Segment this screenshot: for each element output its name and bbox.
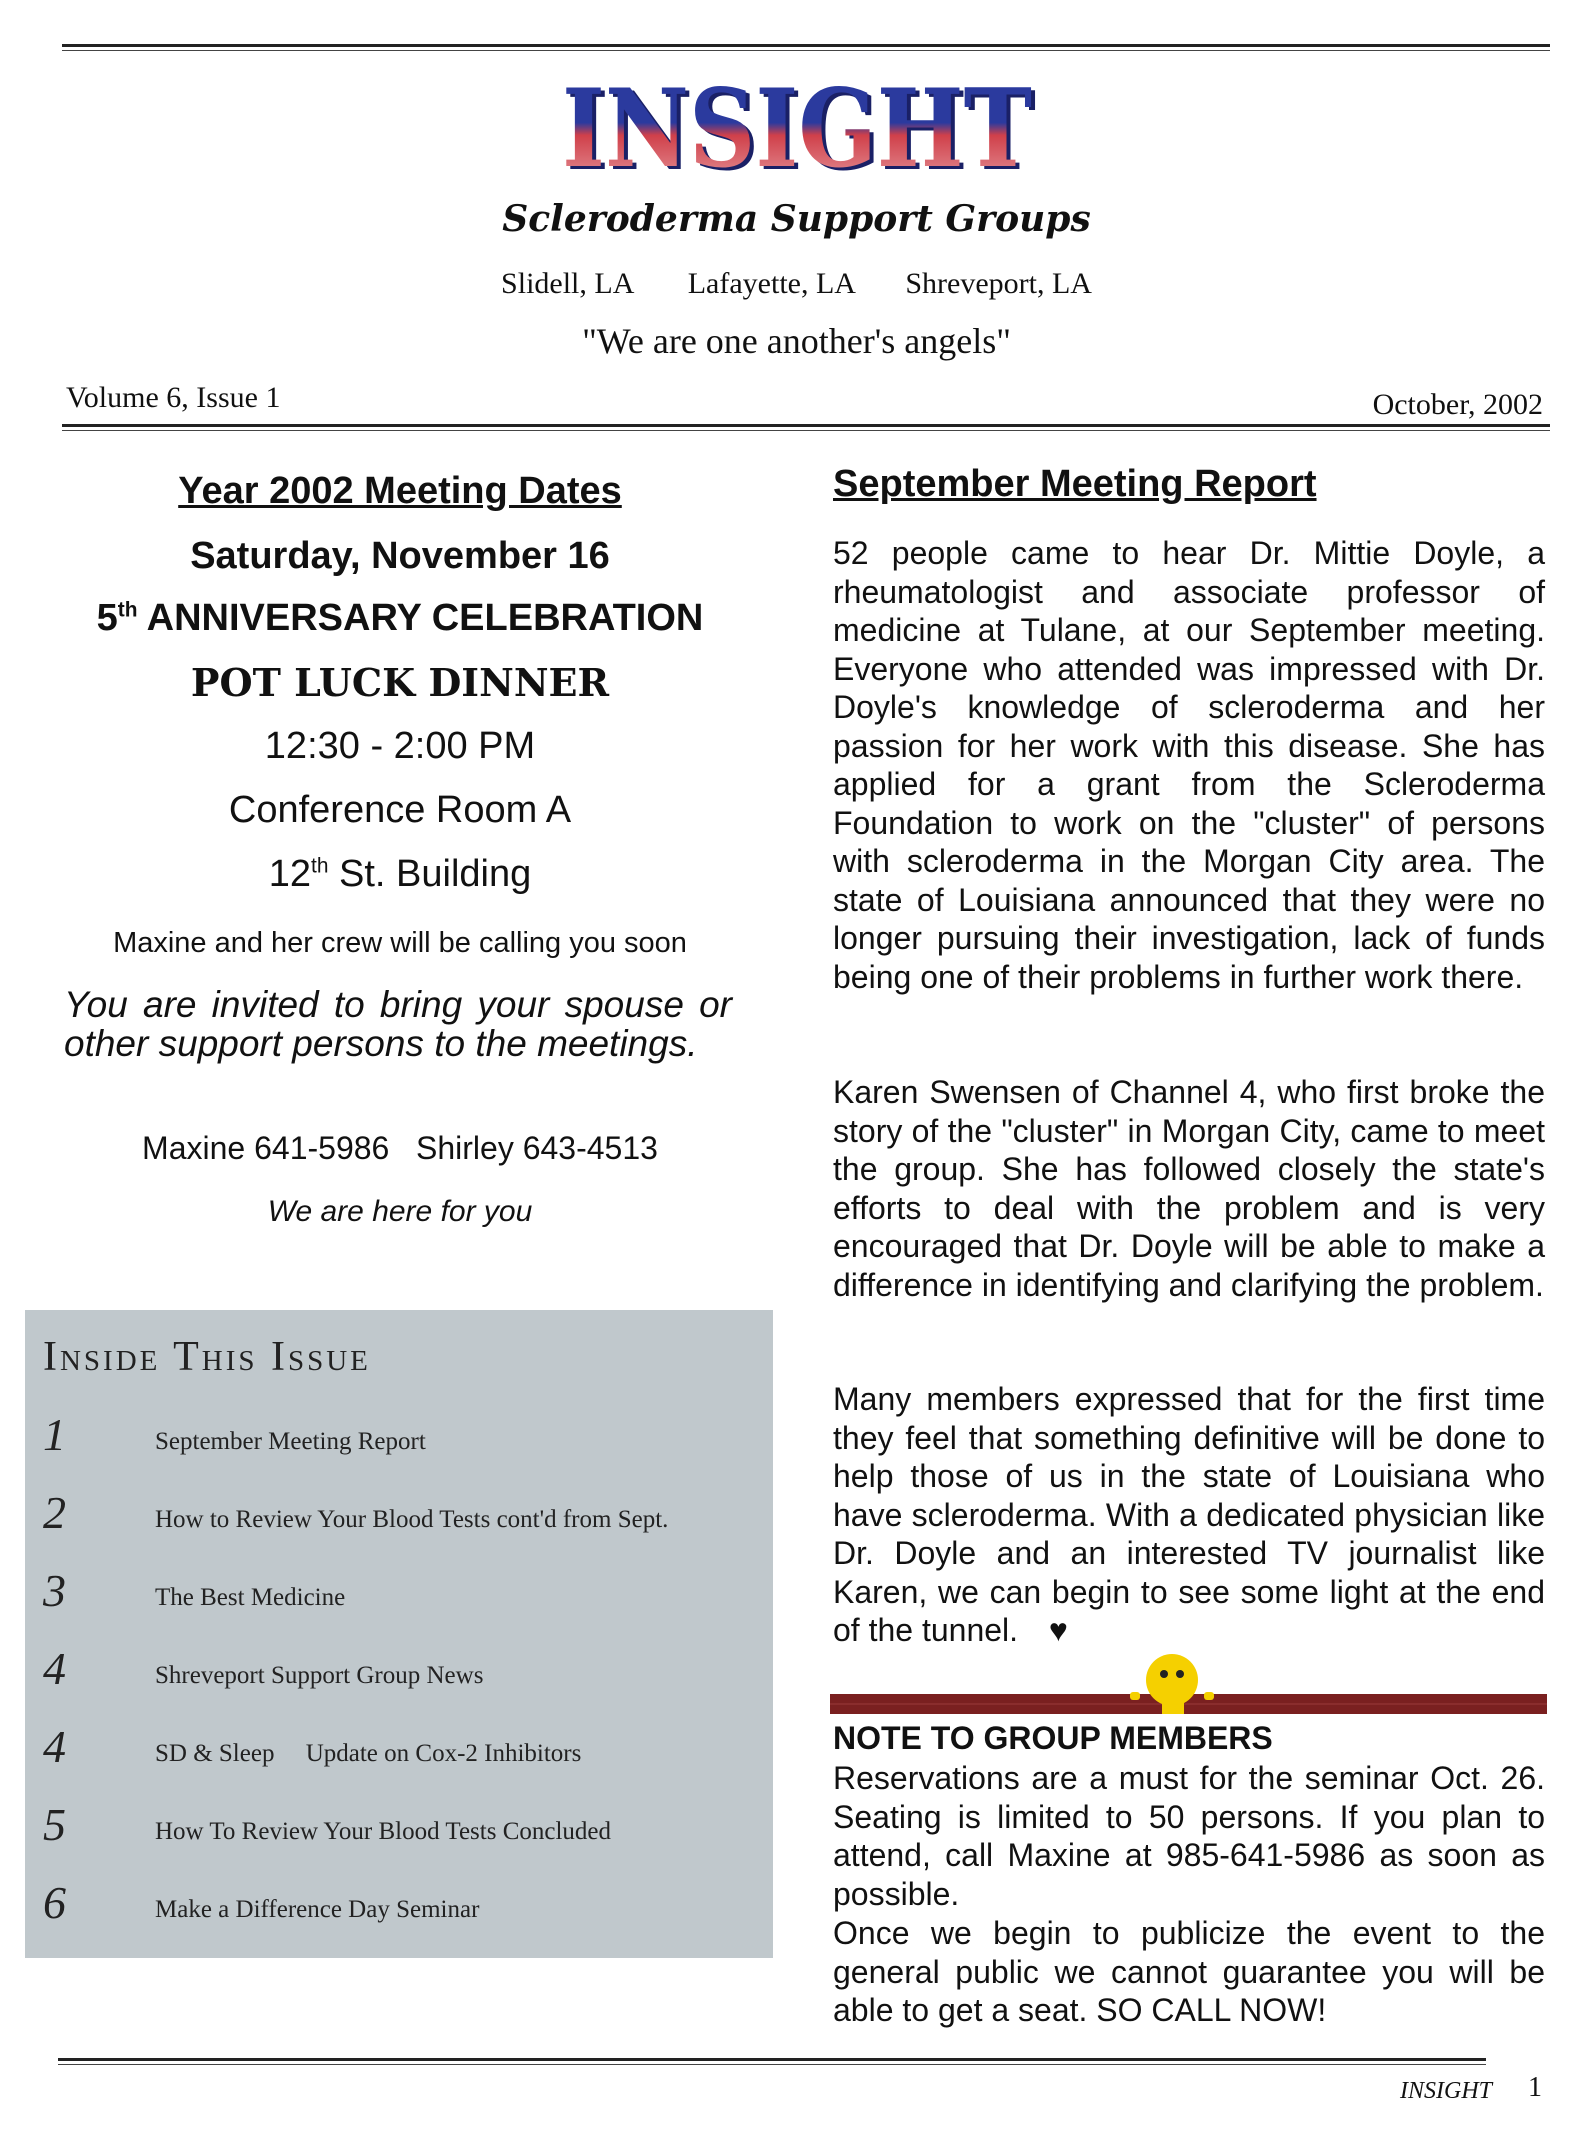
volume-issue: Volume 6, Issue 1 xyxy=(66,381,281,414)
toc-num: 4 xyxy=(43,1643,66,1694)
building-text: St. Building xyxy=(328,853,532,895)
logo-shadow: INSIGHT xyxy=(566,69,1036,182)
toc-item[interactable] xyxy=(25,1798,773,1868)
report-paragraph-3 xyxy=(833,1380,1545,1650)
report-heading: September Meeting Report xyxy=(833,463,1317,505)
anniversary-text: ANNIVERSARY CELEBRATION xyxy=(137,597,704,639)
meeting-heading: Year 2002 Meeting Dates xyxy=(178,470,622,512)
toc-num: 3 xyxy=(43,1565,66,1616)
invite-note: You are invited to bring your spouse or other support persons to the meetings. xyxy=(64,984,732,1064)
toc-text: September Meeting Report xyxy=(155,1428,426,1455)
inside-this-issue xyxy=(25,1310,773,1958)
note-paragraph-1: Reservations are a must for the seminar Oct. 26. Seating is limited to 50 persons. If you plan to attend, call Maxine at 985-641-5986 as soon as possible. xyxy=(833,1760,1545,1912)
meeting-time: 12:30 - 2:00 PM xyxy=(264,725,536,767)
footer-name: INSIGHT xyxy=(1400,2078,1493,2104)
toc-item[interactable] xyxy=(25,1408,773,1478)
meeting-date: Saturday, November 16 xyxy=(190,535,610,577)
anniversary-line xyxy=(30,597,770,640)
note-paragraph-2: Once we begin to publicize the event to the general public we cannot guarantee you will be able to get a seat. SO CALL NOW! xyxy=(833,1915,1545,2028)
building-num: 12 xyxy=(268,853,312,895)
toc-num: 2 xyxy=(43,1487,66,1538)
issue-date: October, 2002 xyxy=(1372,388,1543,421)
report-paragraph-1: 52 people came to hear Dr. Mittie Doyle, a rheumatologist and associate professor of medicine at Tulane, at our September meeting. Everyone who attended was impressed with Dr. Doyle's knowledge of scleroderma and her passion for her work with this disease. She has applied for a grant from the Scleroderma Foundation to work on the "cluster" of persons with scleroderma in the Morgan City area. The state of Louisiana announced that they were no longer pursuing their investigation, lack of funds being one of their problems in further work there. xyxy=(833,535,1545,995)
calling-note: Maxine and her crew will be calling you soon xyxy=(113,927,687,959)
location-lafayette: Lafayette, LA xyxy=(687,267,855,300)
toc-item[interactable] xyxy=(25,1876,773,1946)
top-rule xyxy=(62,44,1550,51)
insight-logo xyxy=(552,62,1042,182)
toc-item[interactable] xyxy=(25,1564,773,1634)
toc-text: Make a Difference Day Seminar xyxy=(155,1896,480,1923)
report-paragraph-3-text: Many members expressed that for the first time they feel that something definitive will be done to help those of us in the state of Louisiana who have scleroderma. With a dedicated physician like Dr. Doyle and an interested TV journalist like Karen, we can begin to see some light at the end of the tunnel. xyxy=(833,1381,1545,1648)
toc-text: How to Review Your Blood Tests cont'd from Sept. xyxy=(155,1506,669,1533)
toc-item[interactable] xyxy=(25,1720,773,1790)
masthead-rule xyxy=(62,424,1550,431)
footer-rule xyxy=(58,2058,1486,2065)
inside-title: Inside This Issue xyxy=(43,1334,371,1380)
masthead-subtitle: Scleroderma Support Groups xyxy=(502,198,1091,240)
brick-wall-divider xyxy=(830,1650,1547,1720)
anniversary-sup: th xyxy=(117,598,138,622)
location-shreveport: Shreveport, LA xyxy=(905,267,1092,300)
toc-item[interactable] xyxy=(25,1486,773,1556)
masthead-locations xyxy=(400,267,1193,301)
here-for-you: We are here for you xyxy=(267,1195,533,1228)
anniversary-num: 5 xyxy=(96,597,118,639)
meeting-room: Conference Room A xyxy=(228,789,572,831)
potluck-dinner: POT LUCK DINNER xyxy=(190,660,610,705)
toc-text: The Best Medicine xyxy=(155,1584,346,1611)
toc-text: Shreveport Support Group News xyxy=(155,1662,484,1689)
note-heading: NOTE TO GROUP MEMBERS xyxy=(833,1720,1273,1756)
toc-text: How To Review Your Blood Tests Concluded xyxy=(155,1818,612,1845)
contact-phones: Maxine 641-5986 Shirley 643-4513 xyxy=(142,1130,658,1166)
report-paragraph-2: Karen Swensen of Channel 4, who first broke the story of the "cluster" in Morgan City, came to meet the group. She has followed closely the state's efforts to deal with the problem and is very encouraged that Dr. Doyle will be able to make a difference in identifying and clarifying the problem. xyxy=(833,1074,1545,1303)
toc-item[interactable] xyxy=(25,1642,773,1712)
toc-num: 5 xyxy=(43,1799,66,1850)
meeting-building xyxy=(30,853,770,896)
toc-text: SD & Sleep Update on Cox-2 Inhibitors xyxy=(155,1740,582,1767)
page-number: 1 xyxy=(1528,2072,1542,2103)
heart-icon: ♥ xyxy=(1048,1612,1068,1648)
location-slidell: Slidell, LA xyxy=(501,267,633,300)
toc-num: 6 xyxy=(43,1877,66,1928)
logo-text: INSIGHT xyxy=(562,66,1032,182)
building-sup: th xyxy=(311,854,329,878)
masthead-motto: "We are one another's angels" xyxy=(582,321,1011,361)
toc-num: 1 xyxy=(43,1409,66,1460)
toc-num: 4 xyxy=(43,1721,66,1772)
